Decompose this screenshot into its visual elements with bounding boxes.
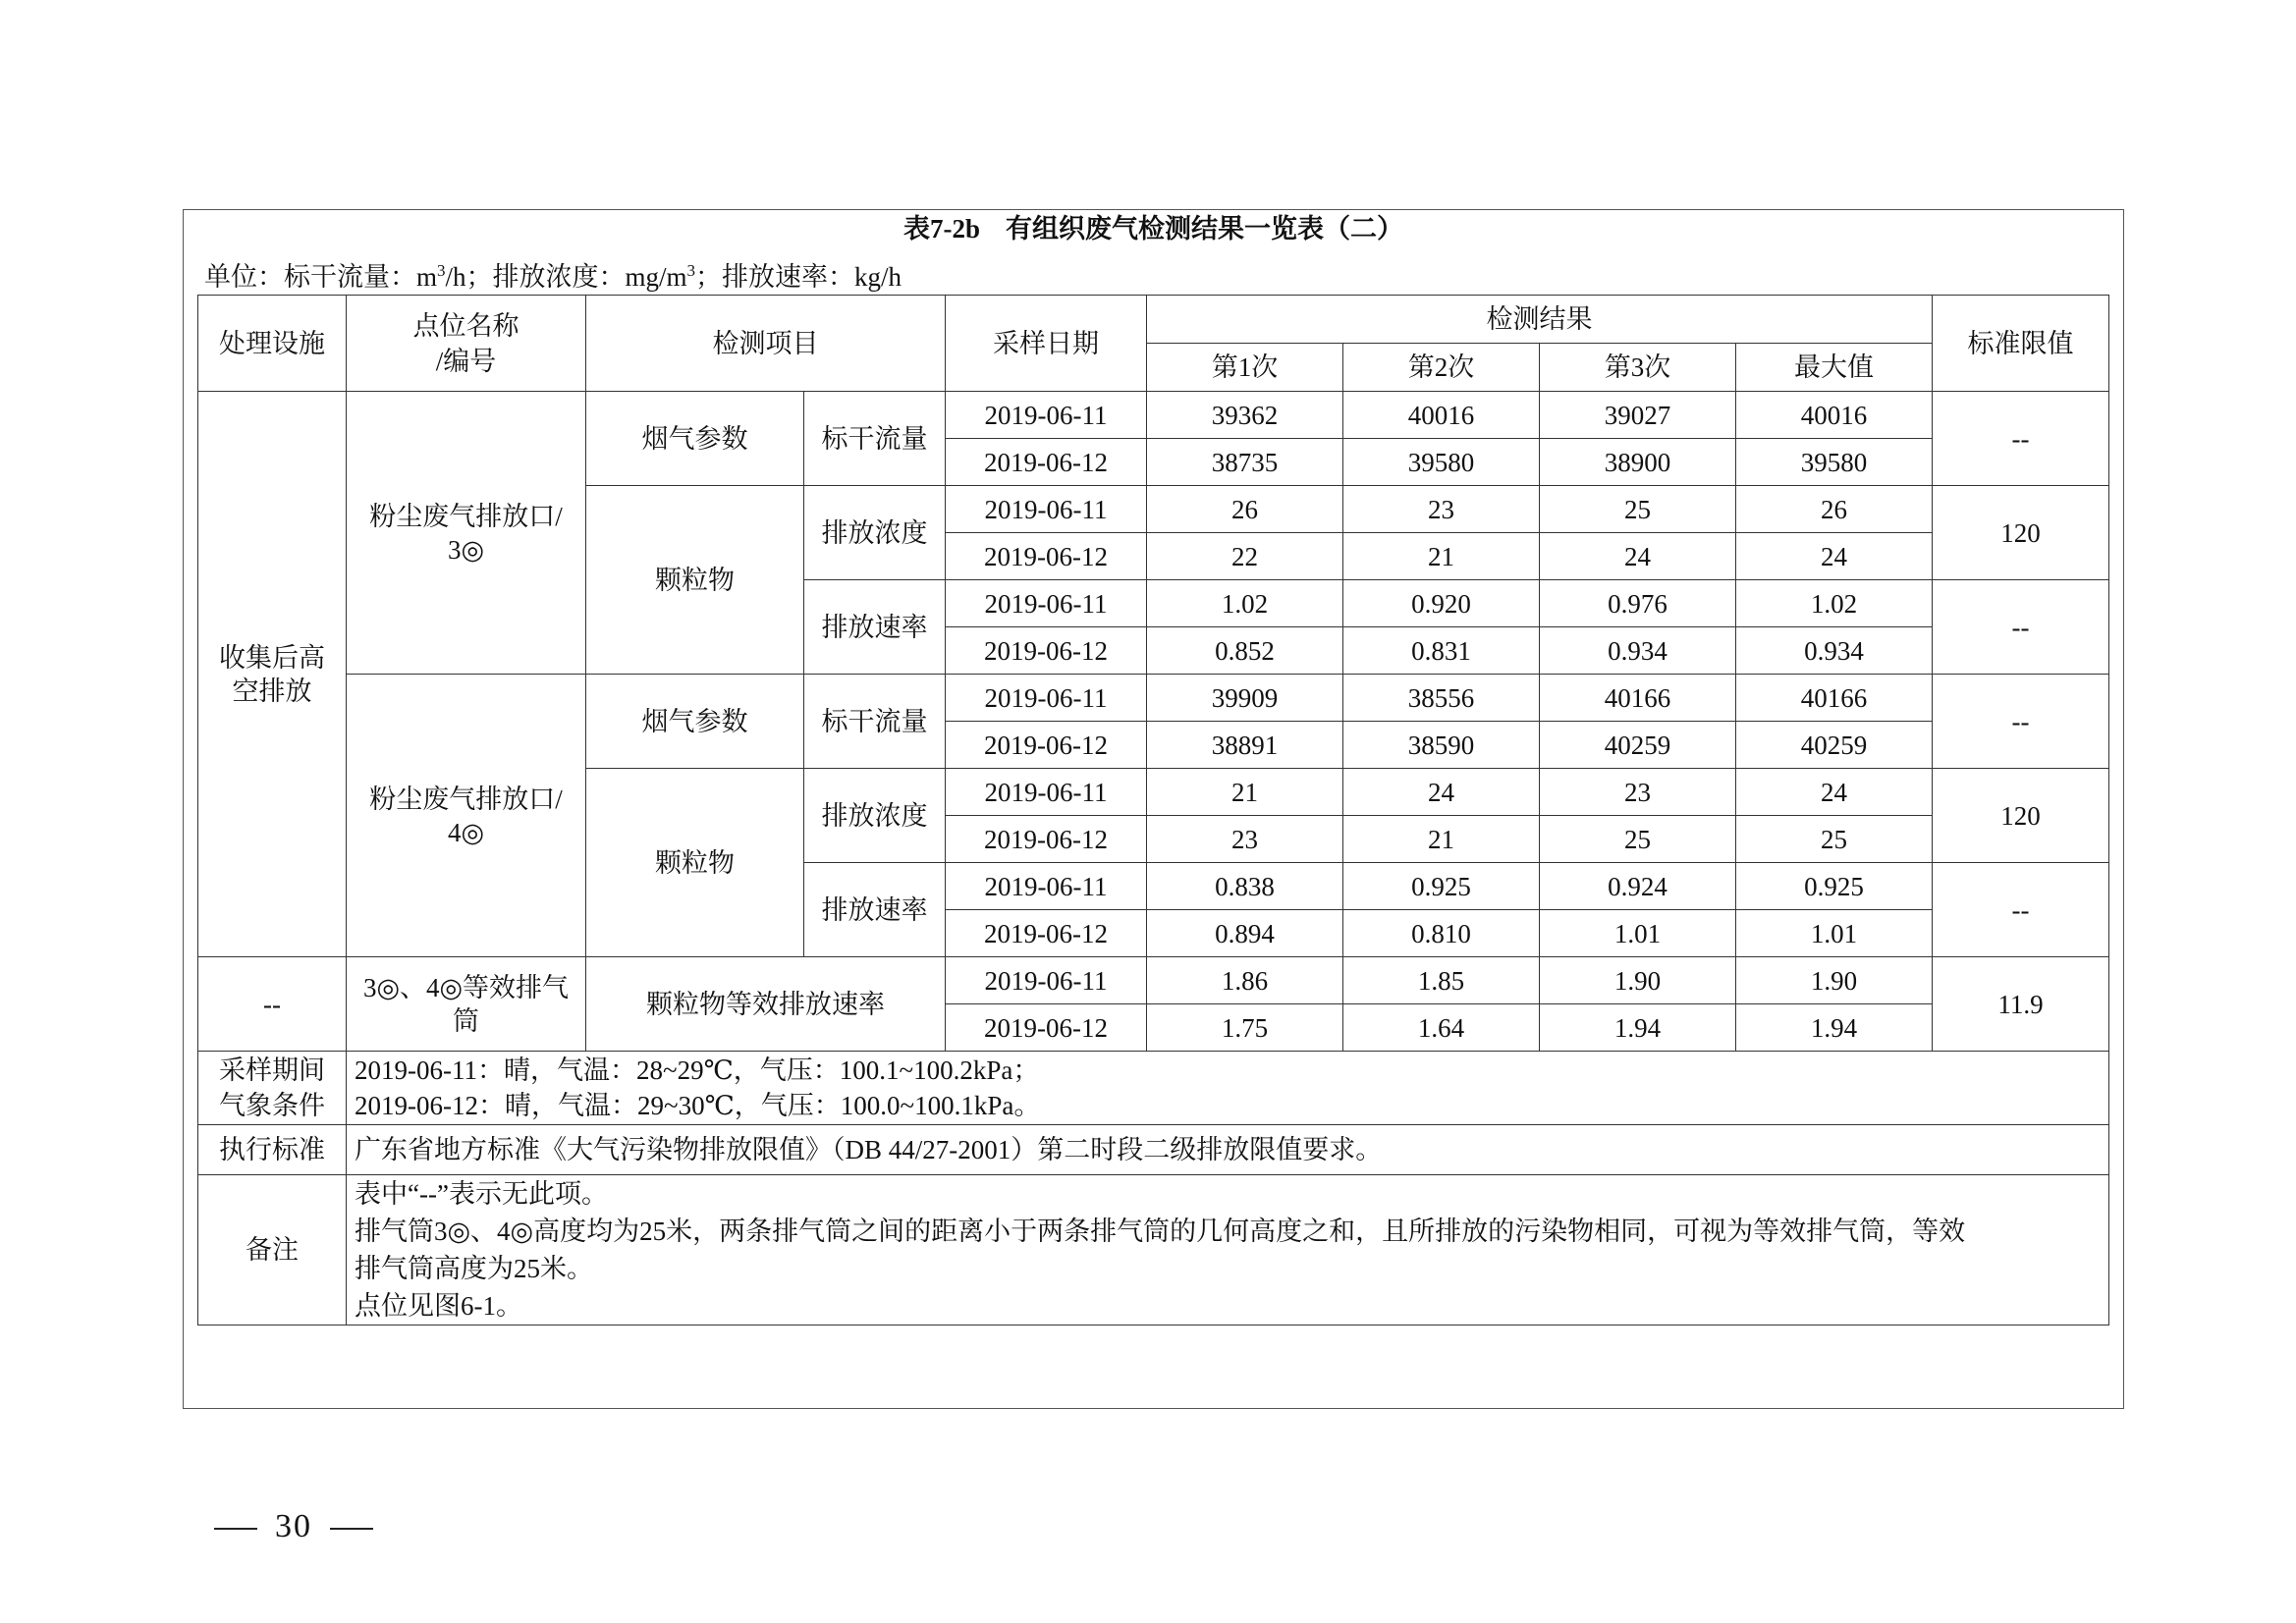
value-cell: 38891	[1147, 722, 1343, 769]
value-cell: 25	[1540, 486, 1736, 533]
date-cell: 2019-06-12	[946, 533, 1147, 580]
date-cell: 2019-06-11	[946, 486, 1147, 533]
value-cell: 40259	[1540, 722, 1736, 769]
value-cell: 0.838	[1147, 863, 1343, 910]
notes-label: 备注	[198, 1175, 347, 1325]
limit-cell: --	[1933, 675, 2109, 769]
table-name: 有组织废气检测结果一览表（二）	[1006, 214, 1403, 243]
value-cell: 1.90	[1540, 957, 1736, 1004]
outlet-name-line: 3◎	[447, 534, 485, 565]
value-cell: 0.924	[1540, 863, 1736, 910]
limit-cell: 11.9	[1933, 957, 2109, 1052]
value-cell: 39027	[1540, 392, 1736, 439]
value-cell: 23	[1540, 769, 1736, 816]
item-group: 颗粒物等效排放速率	[586, 957, 946, 1052]
date-cell: 2019-06-12	[946, 627, 1147, 675]
page-number-text: 30	[275, 1508, 312, 1544]
value-cell: 38590	[1343, 722, 1540, 769]
value-cell: 24	[1540, 533, 1736, 580]
outlet-name	[347, 957, 586, 1052]
value-cell: 22	[1147, 533, 1343, 580]
item-param: 标干流量	[804, 392, 946, 486]
notes-text	[347, 1175, 2109, 1325]
dash-left	[214, 1528, 257, 1530]
item-param: 排放浓度	[804, 486, 946, 580]
max-cell: 1.01	[1736, 910, 1933, 957]
value-cell: 0.894	[1147, 910, 1343, 957]
item-param: 排放浓度	[804, 769, 946, 863]
value-cell: 1.01	[1540, 910, 1736, 957]
limit-cell: --	[1933, 392, 2109, 486]
max-cell: 0.925	[1736, 863, 1933, 910]
item-param: 排放速率	[804, 863, 946, 957]
max-cell: 1.90	[1736, 957, 1933, 1004]
units-sup: 3	[686, 261, 696, 280]
standard-row	[198, 1125, 2109, 1175]
value-cell: 1.64	[1343, 1004, 1540, 1052]
value-cell: 39580	[1343, 439, 1540, 486]
value-cell: 0.934	[1540, 627, 1736, 675]
notes-row	[198, 1175, 2109, 1325]
value-cell: 40166	[1540, 675, 1736, 722]
date-cell: 2019-06-11	[946, 392, 1147, 439]
value-cell: 40016	[1343, 392, 1540, 439]
value-cell: 23	[1147, 816, 1343, 863]
notes-line: 表中“--”表示无此项。	[355, 1179, 608, 1209]
value-cell: 38900	[1540, 439, 1736, 486]
weather-line: 2019-06-12：晴，气温：29~30℃，气压：100.0~100.1kPa。	[355, 1091, 1041, 1120]
value-cell: 23	[1343, 486, 1540, 533]
units-text: 单位：标干流量：m	[204, 262, 438, 292]
weather-text	[347, 1052, 2109, 1125]
header-run1: 第1次	[1147, 344, 1343, 392]
date-cell: 2019-06-12	[946, 910, 1147, 957]
outlet-name	[347, 675, 586, 957]
header-run3: 第3次	[1540, 344, 1736, 392]
weather-line: 2019-06-11：晴，气温：28~29℃，气压：100.1~100.2kPa；	[355, 1055, 1040, 1085]
value-cell: 1.86	[1147, 957, 1343, 1004]
header-point	[347, 296, 586, 392]
date-cell: 2019-06-12	[946, 1004, 1147, 1052]
notes-line: 排气筒高度为25米。	[355, 1254, 593, 1283]
item-group: 烟气参数	[586, 392, 804, 486]
value-cell: 39909	[1147, 675, 1343, 722]
value-cell: 0.976	[1540, 580, 1736, 627]
weather-label	[198, 1052, 347, 1125]
page-number	[196, 1508, 391, 1545]
value-cell: 25	[1540, 816, 1736, 863]
max-cell: 40259	[1736, 722, 1933, 769]
outlet-name-line: 筒	[453, 1005, 479, 1036]
max-cell: 1.94	[1736, 1004, 1933, 1052]
max-cell: 25	[1736, 816, 1933, 863]
max-cell: 40016	[1736, 392, 1933, 439]
table-number: 表7-2b	[902, 214, 980, 243]
table-row	[198, 675, 2109, 722]
units-text: /h；排放浓度：mg/m	[445, 262, 687, 292]
item-param: 排放速率	[804, 580, 946, 675]
value-cell: 1.75	[1147, 1004, 1343, 1052]
date-cell: 2019-06-12	[946, 439, 1147, 486]
standard-label: 执行标准	[198, 1125, 347, 1175]
item-group: 颗粒物	[586, 486, 804, 675]
value-cell: 1.94	[1540, 1004, 1736, 1052]
max-cell: 1.02	[1736, 580, 1933, 627]
limit-cell: 120	[1933, 486, 2109, 580]
value-cell: 21	[1343, 816, 1540, 863]
value-cell: 0.920	[1343, 580, 1540, 627]
date-cell: 2019-06-12	[946, 722, 1147, 769]
value-cell: 39362	[1147, 392, 1343, 439]
weather-row	[198, 1052, 2109, 1125]
outlet-name	[347, 392, 586, 675]
limit-cell: 120	[1933, 769, 2109, 863]
outlet-name-line: 4◎	[447, 817, 485, 847]
standard-text: 广东省地方标准《大气污染物排放限值》（DB 44/27-2001）第二时段二级排放限值要求。	[347, 1125, 2109, 1175]
notes-line: 点位见图6-1。	[355, 1291, 522, 1321]
facility-line: 空排放	[232, 676, 312, 706]
value-cell: 38556	[1343, 675, 1540, 722]
header-item: 检测项目	[586, 296, 946, 392]
notes-line: 排气筒3◎、4◎高度均为25米，两条排气筒之间的距离小于两条排气筒的几何高度之和，且所排放的污染物相同，可视为等效排气筒，等效	[355, 1217, 1966, 1246]
weather-label-line: 采样期间	[219, 1055, 325, 1085]
outlet-name-line: 粉尘废气排放口/	[369, 784, 563, 814]
value-cell: 1.85	[1343, 957, 1540, 1004]
max-cell: 39580	[1736, 439, 1933, 486]
value-cell: 21	[1343, 533, 1540, 580]
value-cell: 21	[1147, 769, 1343, 816]
header-date: 采样日期	[946, 296, 1147, 392]
table-title	[183, 211, 2124, 246]
table-row	[198, 392, 2109, 439]
header-facility: 处理设施	[198, 296, 347, 392]
value-cell: 0.925	[1343, 863, 1540, 910]
date-cell: 2019-06-11	[946, 675, 1147, 722]
value-cell: 1.02	[1147, 580, 1343, 627]
header-run2: 第2次	[1343, 344, 1540, 392]
header-point-line: /编号	[435, 346, 497, 376]
value-cell: 24	[1343, 769, 1540, 816]
units-line	[204, 253, 902, 295]
header-row	[198, 296, 2109, 344]
outlet-name-line: 3◎、4◎等效排气	[362, 972, 570, 1002]
value-cell: 0.852	[1147, 627, 1343, 675]
units-text: ；排放速率：kg/h	[695, 262, 902, 292]
max-cell: 24	[1736, 533, 1933, 580]
date-cell: 2019-06-11	[946, 957, 1147, 1004]
date-cell: 2019-06-11	[946, 580, 1147, 627]
value-cell: 26	[1147, 486, 1343, 533]
max-cell: 40166	[1736, 675, 1933, 722]
item-param: 标干流量	[804, 675, 946, 769]
results-table	[197, 295, 2109, 1325]
item-group: 颗粒物	[586, 769, 804, 957]
item-group: 烟气参数	[586, 675, 804, 769]
units-sup: 3	[437, 261, 446, 280]
max-cell: 24	[1736, 769, 1933, 816]
limit-cell: --	[1933, 580, 2109, 675]
value-cell: 0.810	[1343, 910, 1540, 957]
header-max: 最大值	[1736, 344, 1933, 392]
date-cell: 2019-06-11	[946, 769, 1147, 816]
value-cell: 38735	[1147, 439, 1343, 486]
dash-right	[330, 1528, 373, 1530]
max-cell: 0.934	[1736, 627, 1933, 675]
value-cell: 0.831	[1343, 627, 1540, 675]
header-limit: 标准限值	[1933, 296, 2109, 392]
table-row	[198, 957, 2109, 1004]
facility-cell	[198, 392, 347, 957]
facility-line: 收集后高	[219, 642, 325, 673]
header-point-line: 点位名称	[412, 310, 519, 341]
facility-cell: --	[198, 957, 347, 1052]
limit-cell: --	[1933, 863, 2109, 957]
date-cell: 2019-06-11	[946, 863, 1147, 910]
date-cell: 2019-06-12	[946, 816, 1147, 863]
header-results: 检测结果	[1147, 296, 1933, 344]
max-cell: 26	[1736, 486, 1933, 533]
outlet-name-line: 粉尘废气排放口/	[369, 501, 563, 531]
weather-label-line: 气象条件	[219, 1091, 325, 1120]
